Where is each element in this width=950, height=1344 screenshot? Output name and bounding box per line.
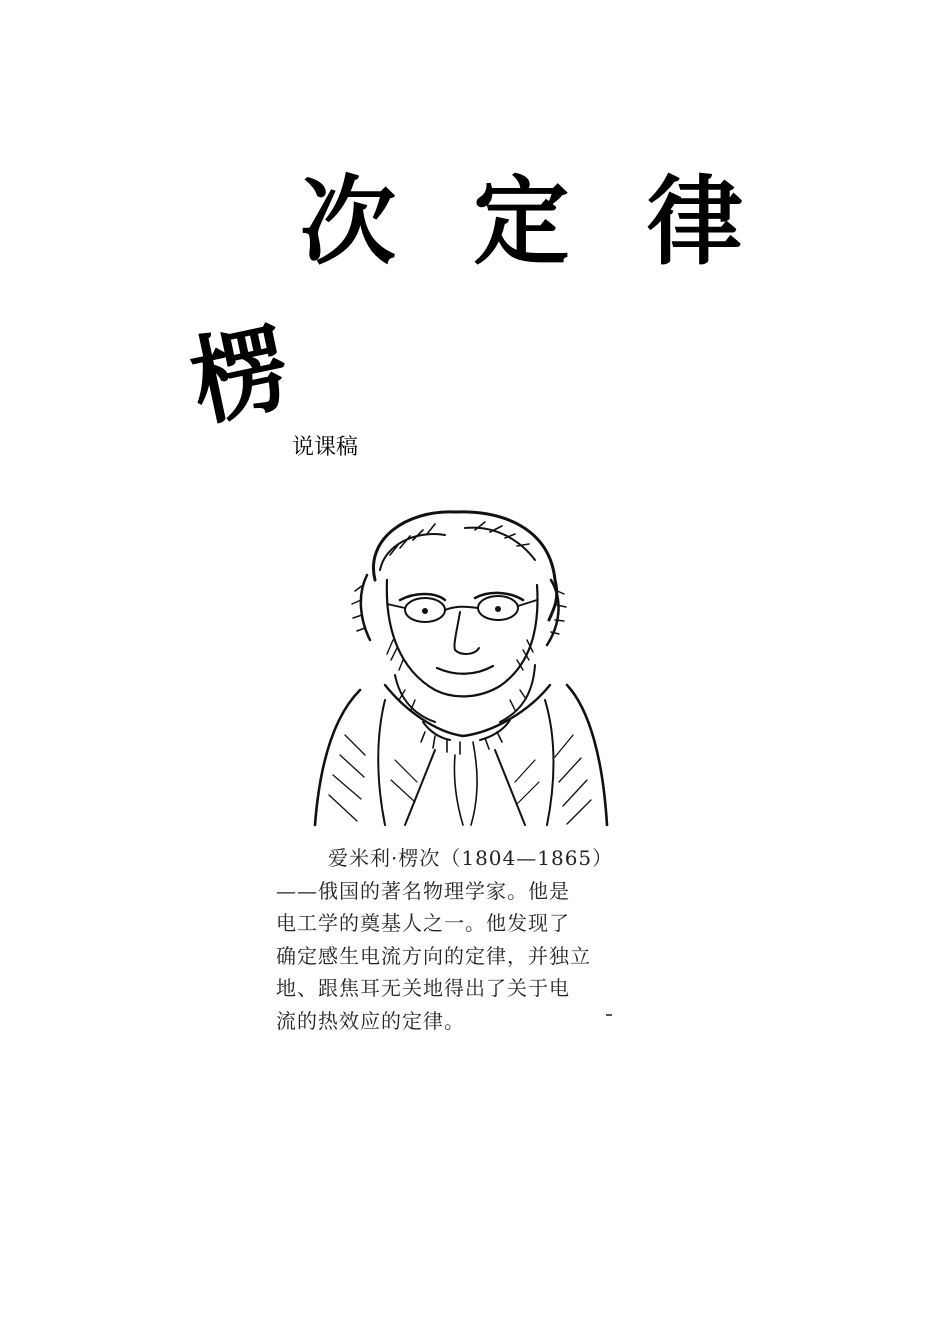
caption-line-6: 流的热效应的定律。 [276,1008,465,1033]
subtitle: 说课稿 [292,435,359,460]
portrait-caption [276,842,646,1037]
caption-line-5: 地、跟焦耳无关地得出了关于电 [276,976,570,1000]
title-first-char: 楞 [181,310,299,441]
caption-line-4: 确定感生电流方向的定律，并独立 [276,943,591,968]
caption-line-2: ——俄国的著名物理学家。他是 [276,878,570,903]
caption-line-3: 电工学的奠基人之一。他发现了 [276,911,570,935]
title-main: 次 定 律 [300,166,765,278]
caption-end-mark [606,1014,612,1016]
portrait-image [305,500,615,830]
caption-line-1: 爱米利·楞次（1804—1865） [328,846,614,870]
